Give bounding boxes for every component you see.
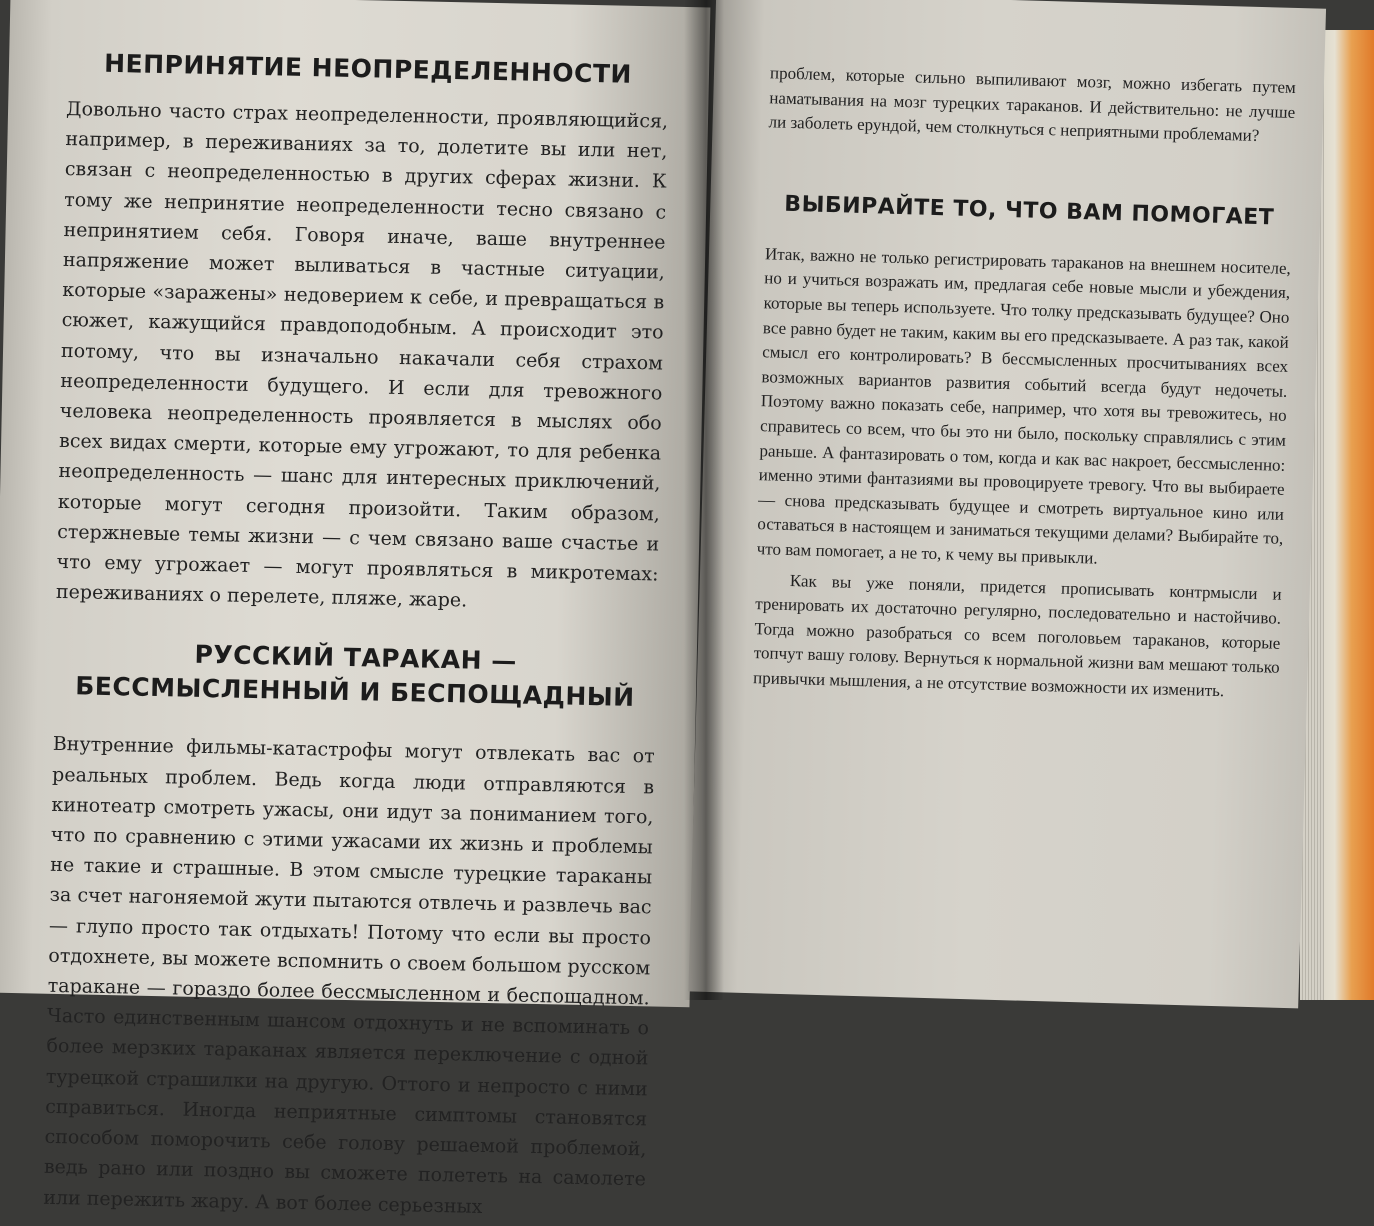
heading-russian-cockroach: РУССКИЙ ТАРАКАН — БЕССМЫСЛЕННЫЙ И БЕСПОЩАДНЫЙ: [75, 640, 635, 713]
paragraph-countermeasures: Как вы уже поняли, придется прописывать контрмысли и тренировать их достаточно регулярно, последовательно и настойчиво. Тогда можно разобраться со всем поголовьем тараканов, которые топчут вашу голову. Вернуться к нормальной жизни вам мешают только привычки мышления, а не отсутствие возможности их изменить.: [752, 570, 1282, 701]
book-cover-edge: [1318, 30, 1374, 1000]
right-page: [688, 0, 1326, 1008]
paragraph-continuation: проблем, которые сильно выпиливают мозг, можно избегать путем наматывания на мозг турецких тараканов. И действительно: не лучше ли заболеть ерундой, чем столкнуться с неприятными проблемами?: [768, 63, 1297, 146]
heading-choose-what-helps: ВЫБИРАЙТЕ ТО, ЧТО ВАМ ПОМОГАЕТ: [784, 191, 1275, 231]
book-spine-shadow: [684, 0, 724, 1000]
paragraph-disaster-films: Внутренние фильмы-катастрофы могут отвлекать вас от реальных проблем. Ведь когда люди отправляются в кинотеатр смотреть ужасы, они идут за пониманием того, что по сравнению с этими ужасами их жизнь и проблемы не такие и страшные. В этом смысле турецкие тараканы за счет нагоняемой жути пытаются отвлечь и развлечь вас — глупо просто так отдыхать! Потому что если вы просто отдохнете, вы можете вспомнить о своем большом русском таракане — гораздо более бессмысленном и беспощадном. Часто единственным шансом отдохнуть и не вспоминать о более мерзких тараканах является переключение с одной турецкой страшилки на другую. Оттого и непросто с ними справиться. Иногда неприятные симптомы становятся способом поморочить себе голову решаемой проблемой, ведь рано или поздно вы сможете полететь на самолете или пережить жару. А вот более серьезных: [43, 733, 655, 1218]
heading-uncertainty: НЕПРИНЯТИЕ НЕОПРЕДЕЛЕННОСТИ: [103, 48, 633, 89]
paragraph-uncertainty: Довольно часто страх неопределенности, проявляющийся, например, в переживаниях за то, долетите вы или нет, связан с неопределенностью в других сферах жизни. К тому же непринятие неопределенности тесно связано с непринятием себя. Говоря иначе, ваше внутреннее напряжение может выливаться в частные ситуации, которые «заражены» недоверием к себе, и превращаться в сюжет, кажущийся правдоподобным. А происходит это потому, что вы изначально накачали себя страхом неопределенности будущего. И если для тревожного человека неопределенность проявляется в мыслях обо всех видах смерти, которые ему угрожают, то для ребенка неопределенность — шанс для интересных приключений, которые могут сегодня произойти. Таким образом, стержневые темы жизни — с чем связано ваше счастье и что ему угрожает — могут проявляться в микротемах: переживаниях о перелете, пляже, жаре.: [55, 97, 669, 612]
paragraph-register-cockroaches: Итак, важно не только регистрировать тараканов на внешнем носителе, но и учиться возражать им, предлагая себе новые мысли и убеждения, которые вы теперь используете. Что толку предсказывать будущее? Оно все равно будет не таким, каким вы его предсказываете. А раз так, какой смысл его контролировать? В бессмысленных просчитываниях всех возможных вариантов развития событий всегда будут недочеты. Поэтому важно показать себе, например, что хотя вы тревожитесь, но справитесь со всем, что бы это ни было, поскольку справлялись с этим раньше. А фантазировать о том, когда и как вас накроет, бессмысленно: именно этими фантазиями вы провоцируете тревогу. Что вы выбираете — снова предсказывать будущее и смотреть виртуальное кино или оставаться в настоящем и заниматься текущими делами? Выбирайте то, что вам помогает, а не то, к чему вы привыкли.: [756, 244, 1292, 568]
